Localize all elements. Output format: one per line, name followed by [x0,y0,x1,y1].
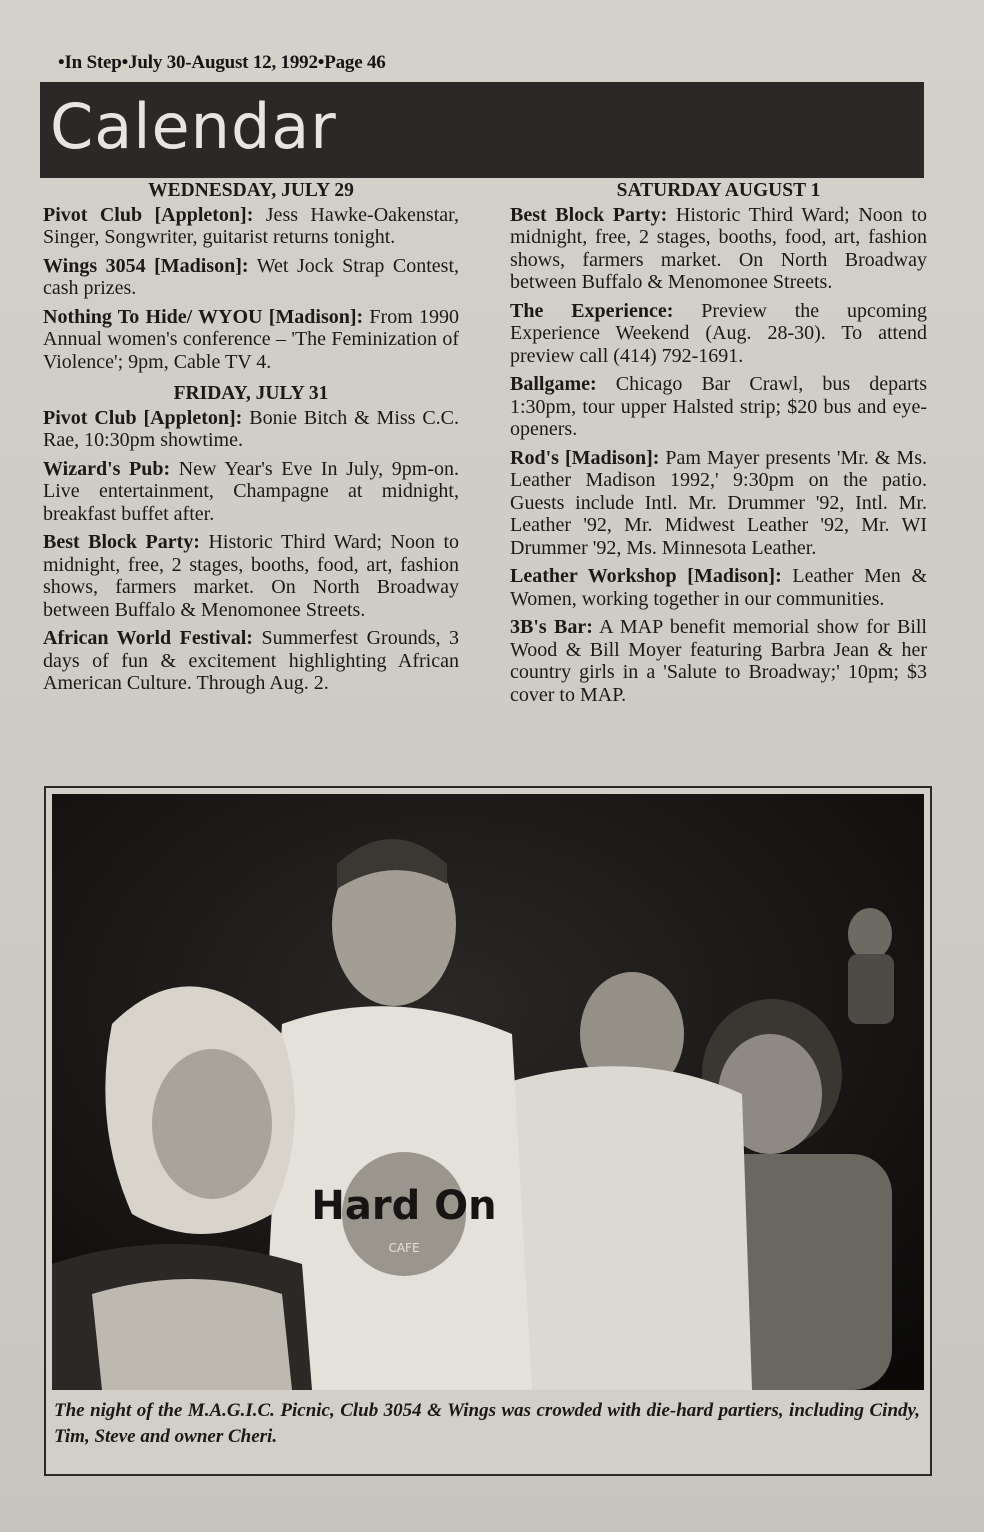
entry-text: Bonie Bitch & Miss C.C. Rae, 10:30pm showtime. [43,406,459,451]
entry-venue: Leather Workshop [Madison]: [510,565,782,587]
entry-text: Summerfest Grounds, 3 days of fun & excitement highlighting African American Culture. Through Aug. 2. [43,627,459,694]
calendar-entry [510,373,927,441]
page-folio: •In Step•July 30-August 12, 1992•Page 46 [58,52,386,73]
day-heading-friday: FRIDAY, JULY 31 [173,383,329,404]
entry-venue: Nothing To Hide/ WYOU [Madison]: [43,305,364,328]
calendar-entry [510,300,927,368]
calendar-entry [43,306,459,374]
day-heading-wednesday: WEDNESDAY, JULY 29 [148,180,354,201]
calendar-entry [510,447,927,560]
entry-venue: The Experience: [510,299,674,322]
group-photo [52,794,924,1390]
shirt-logo-subtext: CAFE [388,1241,420,1255]
day-heading-saturday: SATURDAY AUGUST 1 [616,180,821,201]
entry-text: Preview the upcoming Experience Weekend (Aug. 28-30). To attend preview call (414) 792-1691. [510,299,927,367]
entry-venue: Ballgame: [510,373,597,395]
entry-venue: Pivot Club [Appleton]: [43,203,254,226]
entry-text: Historic Third Ward; Noon to midnight, free, 2 stages, booths, food, art, fashion shows, farmers market. On North Broadway between Buffalo & Menomonee Streets. [43,531,459,621]
calendar-column-left [43,180,459,701]
entry-text: From 1990 Annual women's conference – 'The Feminization of Violence'; 9pm, Cable TV 4. [43,305,459,373]
section-title: Calendar [50,90,337,163]
section-banner [40,82,924,178]
calendar-entry [43,204,459,249]
entry-venue: 3B's Bar: [510,616,593,638]
entry-text: Wet Jock Strap Contest, cash prizes. [43,254,460,299]
calendar-entry [510,204,927,294]
calendar-entry [43,627,459,695]
calendar-entry [43,458,459,526]
entry-venue: Best Block Party: [510,203,668,226]
entry-venue: Rod's [Madison]: [510,446,660,469]
entry-text: Pam Mayer presents 'Mr. & Ms. Leather Madison 1992,' 9:30pm on the patio. Guests include Intl. Mr. Drummer '92, Intl. Mr. Leather '92, Mr. Midwest Leather '92, Mr. WI Drummer '92, Ms. Minnesota Leather. [510,446,927,559]
calendar-entry [510,565,927,610]
entry-venue: Wizard's Pub: [43,457,171,480]
entry-venue: Wings 3054 [Madison]: [43,254,249,277]
shirt-logo-text: Hard On [311,1183,497,1229]
calendar-entry [43,531,459,621]
entry-text: Historic Third Ward; Noon to midnight, free, 2 stages, booths, food, art, fashion shows, farmers market. On North Broadway between Buffalo & Menomonee Streets. [510,203,927,293]
photo-box [44,786,932,1476]
calendar-entry [43,407,459,452]
entry-venue: Best Block Party: [43,531,200,553]
entry-text: Chicago Bar Crawl, bus departs 1:30pm, tour upper Halsted strip; $20 bus and eye-openers. [510,373,927,440]
calendar-column-right [510,180,927,712]
entry-text: New Year's Eve In July, 9pm-on. Live entertainment, Champagne at midnight, breakfast buffet after. [43,457,459,525]
entry-text: Leather Men & Women, working together in our communities. [510,565,928,610]
group-photo-illustration [52,794,924,1390]
entry-text: Jess Hawke-Oakenstar, Singer, Songwriter, guitarist returns tonight. [43,203,459,248]
entry-venue: African World Festival: [43,627,253,649]
photo-caption: The night of the M.A.G.I.C. Picnic, Club 3054 & Wings was crowded with die-hard partiers, including Cindy, Tim, Steve and owner Cheri. [54,1400,920,1447]
entry-text: A MAP benefit memorial show for Bill Wood & Bill Moyer featuring Barbra Jean & her country girls in a 'Salute to Broadway;' 10pm; $3 cover to MAP. [510,616,927,706]
entry-venue: Pivot Club [Appleton]: [43,406,243,429]
calendar-entry [510,616,927,706]
calendar-entry [43,255,459,300]
